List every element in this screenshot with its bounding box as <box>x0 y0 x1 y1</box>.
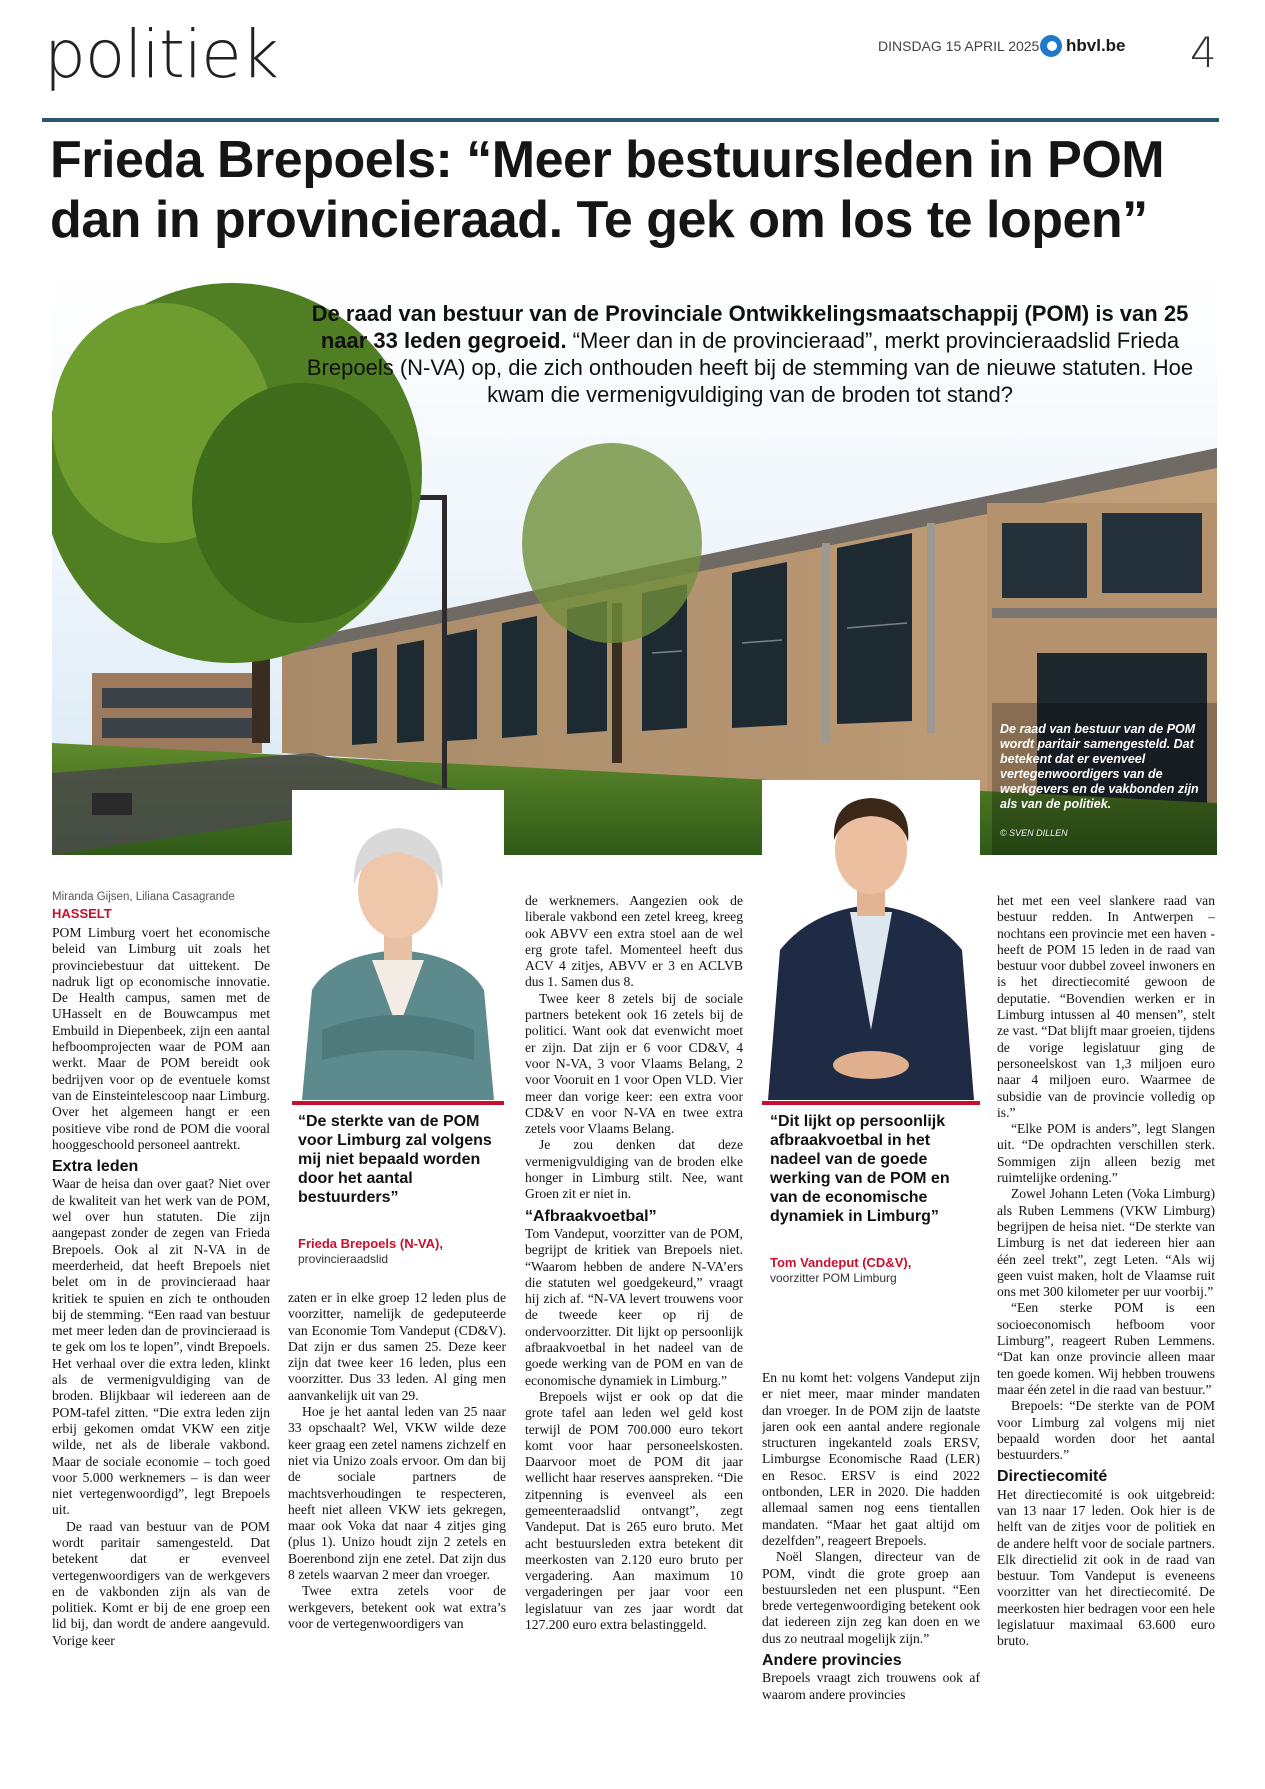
paragraph: “Elke POM is anders”, legt Slangen uit. “De opdrachten verschillen sterk. Sommigen zijn alleen bezig met ruimtelijke ordening.” <box>997 1121 1215 1186</box>
subheading-afbraakvoetbal: “Afbraakvoetbal” <box>525 1207 657 1225</box>
article-column-4 <box>762 1370 980 1775</box>
paragraph: Tom Vandeput, voorzitter van de POM, begrijpt de kritiek van Brepoels niet. “Waarom hebben de andere N-VA’ers die statuten wel goedgekeurd,” vraagt hij zich af. “N-VA levert trouwens voor de tweede keer op rij de ondervoorzitter. Dit lijkt op persoonlijk afbraakvoetbal in het nadeel van de goede werking van de POM en van de economische dynamiek in Limburg.” <box>525 1225 743 1388</box>
article-column-2 <box>288 1290 506 1775</box>
paragraph: De raad van bestuur van de POM wordt paritair samengesteld. Dat betekent dat er evenveel vertegenwoordigers van de werkgevers en de vakbonden zijn als van de politiek. Komt er bij de ene groep een lid bij, dan wordt de andere aangevuld. Vorige keer <box>52 1518 270 1648</box>
quote-role-brepoels: provincieraadslid <box>298 1252 389 1266</box>
subheading-andere-provincies: Andere provincies <box>762 1652 902 1670</box>
quote-bar <box>292 1101 504 1105</box>
article-column-3 <box>525 893 743 1775</box>
quote-name-vandeput: Tom Vandeput (CD&V), <box>770 1255 912 1270</box>
dateline: HASSELT <box>52 906 112 921</box>
portrait-illustration <box>292 790 504 1100</box>
paragraph: Brepoels: “De sterkte van de POM voor Limburg zal volgens mij niet bepaald worden door het aantal bestuurders.” <box>997 1398 1215 1463</box>
byline: Miranda Gijsen, Liliana Casagrande <box>52 891 235 903</box>
paragraph: Hoe je het aantal leden van 25 naar 33 opschaalt? Wel, VKW wilde deze keer graag een zetel namens zichzelf en niet via Unizo zoals ervoor. Om dan bij de sociale partners de machtsverhoudingen te respecteren, heeft niet alleen VKW iets gekregen, maar ook Voka dat naar 4 zitjes ging (plus 1). Unizo houdt zijn 2 zetels en Boerenbond zijn ene zetel. Dat zijn dus 8 zetels waarvan 2 meer dan vroeger. <box>288 1404 506 1583</box>
paragraph: het met een veel slankere raad van bestuur redden. In Antwerpen – nochtans een provincie met een haven - heeft de POM 15 leden in de raad van bestuur voor dubbel zoveel inwoners en is het directiecomité gewoon de deputatie. “Bovendien werken er in Limburg intussen al 40 mensen”, stelt ze vast. “Dat blijft maar groeien, tijdens de vorige legislatuur ging de personeelskost van 1,3 miljoen euro naar 4 miljoen euro. Waarmee de subsidie van de provincie volledig op is.” <box>997 893 1215 1120</box>
subheading-directiecomite: Directiecomité <box>997 1468 1108 1486</box>
paragraph: POM Limburg voert het economische beleid van Limburg uit zoals het provinciebestuur dat uittekent. De nadruk ligt op economische innovatie. De Health campus, samen met de UHasselt en de Bouwcampus met Embuild in Diepenbeek, zijn een aantal hefboomprojecten waar de POM aan werkt. Maar de POM bereidt ook bedrijven voor op de eventuele komst van de Einsteintelescoop naar Limburg. Over het algemeen hangt er een positieve vibe rond de POM die vooral hooggeschoold personeel aantrekt. <box>52 925 270 1152</box>
header-rule <box>42 118 1219 122</box>
paragraph: Brepoels vraagt zich trouwens ook af waarom andere provincies <box>762 1670 980 1702</box>
article-column-1 <box>52 925 270 1775</box>
paragraph: En nu komt het: volgens Vandeput zijn er niet meer, maar minder mandaten dan vroeger. In de POM zijn de laatste jaren ook een aantal andere regionale structuren ingekanteld zoals ERSV, Limburgse Economische Raad (LER) en Resoc. ERSV is eind 2022 ontbonden, LER in 2020. Die hadden allemaal samen nog eens tientallen mandaten. “Maar het gaat altijd om dezelfden”, reageert Brepoels. <box>762 1370 980 1548</box>
paragraph: Je zou denken dat deze vermenigvuldiging van de broden elke honger in Limburg stilt. Nee, want Groen zit er niet in. <box>525 1137 743 1202</box>
section-title: politiek <box>44 16 278 93</box>
paragraph: de werknemers. Aangezien ook de liberale vakbond een zetel kreeg, kreeg ook ABVV een extra stoel aan de wel erg grote tafel. Momenteel heeft dus ACV 4 zitjes, ABVV er 3 en ACLVB dus 1. Samen dus 8. <box>525 893 743 990</box>
photo-credit: © SVEN DILLEN <box>1000 828 1068 838</box>
paragraph: Twee keer 8 zetels bij de sociale partners betekent ook 16 zetels bij de politici. Want ook dat evenwicht moet er zijn. Dat zijn er 6 voor CD&V, 4 voor N-VA, 3 voor Vlaams Belang, 2 voor Vooruit en 1 voor Open VLD. Vier meer dan vorige keer: een extra voor CD&V en voor N-VA en twee extra zetels voor Vlaams Belang. <box>525 990 743 1137</box>
pull-quote-brepoels: “De sterkte van de POM voor Limburg zal volgens mij niet bepaald worden door het aantal bestuurders” <box>298 1113 492 1206</box>
pull-quote-vandeput: “Dit lijkt op persoonlijk afbraakvoetbal in het nadeel van de goede werking van de POM en van de economische dynamiek in Limburg” <box>770 1113 950 1225</box>
photo-caption: De raad van bestuur van de POM wordt paritair samengesteld. Dat betekent dat er evenveel vertegenwoordigers van de werkgevers en de vakbonden zijn als van de politiek. <box>1000 722 1199 811</box>
paragraph: “Een sterke POM is een socioeconomisch hefboom voor Limburg”, reageert Ruben Lemmens. “Dat kan onze provincie alleen maar ten goede komen. Wij hebben trouwens maar één zetel in die raad van bestuur.” <box>997 1300 1215 1397</box>
paragraph: Zowel Johann Leten (Voka Limburg) als Ruben Lemmens (VKW Limburg) begrijpen de heisa niet. “De sterkte van Limburg is net dat iedereen hier aan één zeel trekt”, zegt Leten. “Als wij geen vuist maken, holt de Vlaamse ruit ons met 300 kilometer per uur voorbij.” <box>997 1186 1215 1300</box>
site-name[interactable]: hbvl.be <box>1066 36 1126 55</box>
portrait-illustration <box>762 780 980 1100</box>
headline: Frieda Brepoels: “Meer bestuursleden in POM dan in provincieraad. Te gek om los te lopen” <box>50 131 1165 249</box>
hbvl-logo-icon <box>1040 35 1062 57</box>
subheading-extra-leden: Extra leden <box>52 1158 139 1176</box>
paragraph: zaten er in elke groep 12 leden plus de voorzitter, namelijk de gedeputeerde van Economie Tom Vandeput (CD&V). Dat zijn er dus samen 25. Deze keer zijn dat twee keer 16 leden, plus een voorzitter. Dus 33 leden. Al ging men aanvankelijk uit van 29. <box>288 1290 506 1403</box>
paragraph: Noël Slangen, directeur van de POM, vindt die grote groep aan bestuursleden net een pluspunt. “Een brede vertegenwoordiging betekent ook dat iedereen zijn zeg kan doen en we dus zo neutraal mogelijk zijn.” <box>762 1549 980 1646</box>
paragraph: Twee extra zetels voor de werkgevers, betekent ook wat extra’s voor de vertegenwoordigers van <box>288 1583 506 1631</box>
quote-bar <box>762 1101 980 1105</box>
intro-rest: “Meer dan in de provincieraad”, merkt provincieraadslid Frieda Brepoels (N-VA) op, die zich onthouden heeft bij de stemming van de nieuwe statuten. Hoe kwam die vermenigvuldiging van de broden tot stand? <box>306 328 1194 407</box>
paragraph: Brepoels wijst er ook op dat die grote tafel aan leden wel geld kost terwijl de POM 700.000 euro tekort komt voor haar personeelskosten. Daarvoor moet de POM dit jaar wellicht haar reserves aanspreken. “Die zitpenning is evenveel als een gemeenteraadslid ontvangt”, zegt Vandeput. Dat is 265 euro bruto. Met acht bestuursleden extra betekent dit meerkosten van 2.120 euro bruto per vergadering. Aan maximum 10 vergaderingen per jaar voor een legislatuur van zes jaar wordt dat 127.200 euro extra belastinggeld. <box>525 1388 743 1633</box>
quote-role-vandeput: voorzitter POM Limburg <box>770 1271 897 1285</box>
page-number: 4 <box>1190 28 1217 77</box>
portrait-tom-vandeput <box>762 780 980 1100</box>
article-column-5 <box>997 893 1215 1775</box>
paragraph: Het directiecomité is ook uitgebreid: van 13 naar 17 leden. Ook hier is de helft van de zitjes voor de politiek en de andere helft voor de sociale partners. Elk directielid zit ook in de raad van bestuur. Tom Vandeput is eveneens voorzitter van het directiecomité. De meerkosten hier bedragen voor een hele legislatuur maximaal 63.600 euro bruto. <box>997 1486 1215 1649</box>
intro-text <box>300 300 1200 408</box>
paragraph: Waar de heisa dan over gaat? Niet over de kwaliteit van het werk van de POM, wel over hun statuten. Die zijn aangepast zonder de zegen van Frieda Brepoels. Ook al zit N-VA in de meerderheid, dat heeft Brepoels niet belet om in de provincieraad haar kritiek te spuien en zich te onthouden bij de stemming. “Een raad van bestuur met meer leden dan de provincieraad is te gek om los te lopen”, vindt Brepoels. Het verhaal over die extra leden, klinkt als de vermenigvuldiging van de broden. Blijkbaar wil iedereen aan de POM-tafel zitten. “Die extra leden zijn erbij gekomen omdat VKW een zitje wilde, net als de liberale vakbond. Maar de sociale economie – toch goed voor 5.000 werknemers – is dan weer niet vertegenwoordigd”, legt Brepoels uit. <box>52 1176 270 1518</box>
issue-date: DINSDAG 15 APRIL 2025 <box>878 38 1040 54</box>
portrait-frieda-brepoels <box>292 790 504 1100</box>
quote-name-brepoels: Frieda Brepoels (N-VA), <box>298 1236 443 1251</box>
intro-bold: De raad van bestuur van de Provinciale Ontwikkelingsmaatschappij (POM) is van 25 naar 33 leden gegroeid. <box>311 301 1189 353</box>
